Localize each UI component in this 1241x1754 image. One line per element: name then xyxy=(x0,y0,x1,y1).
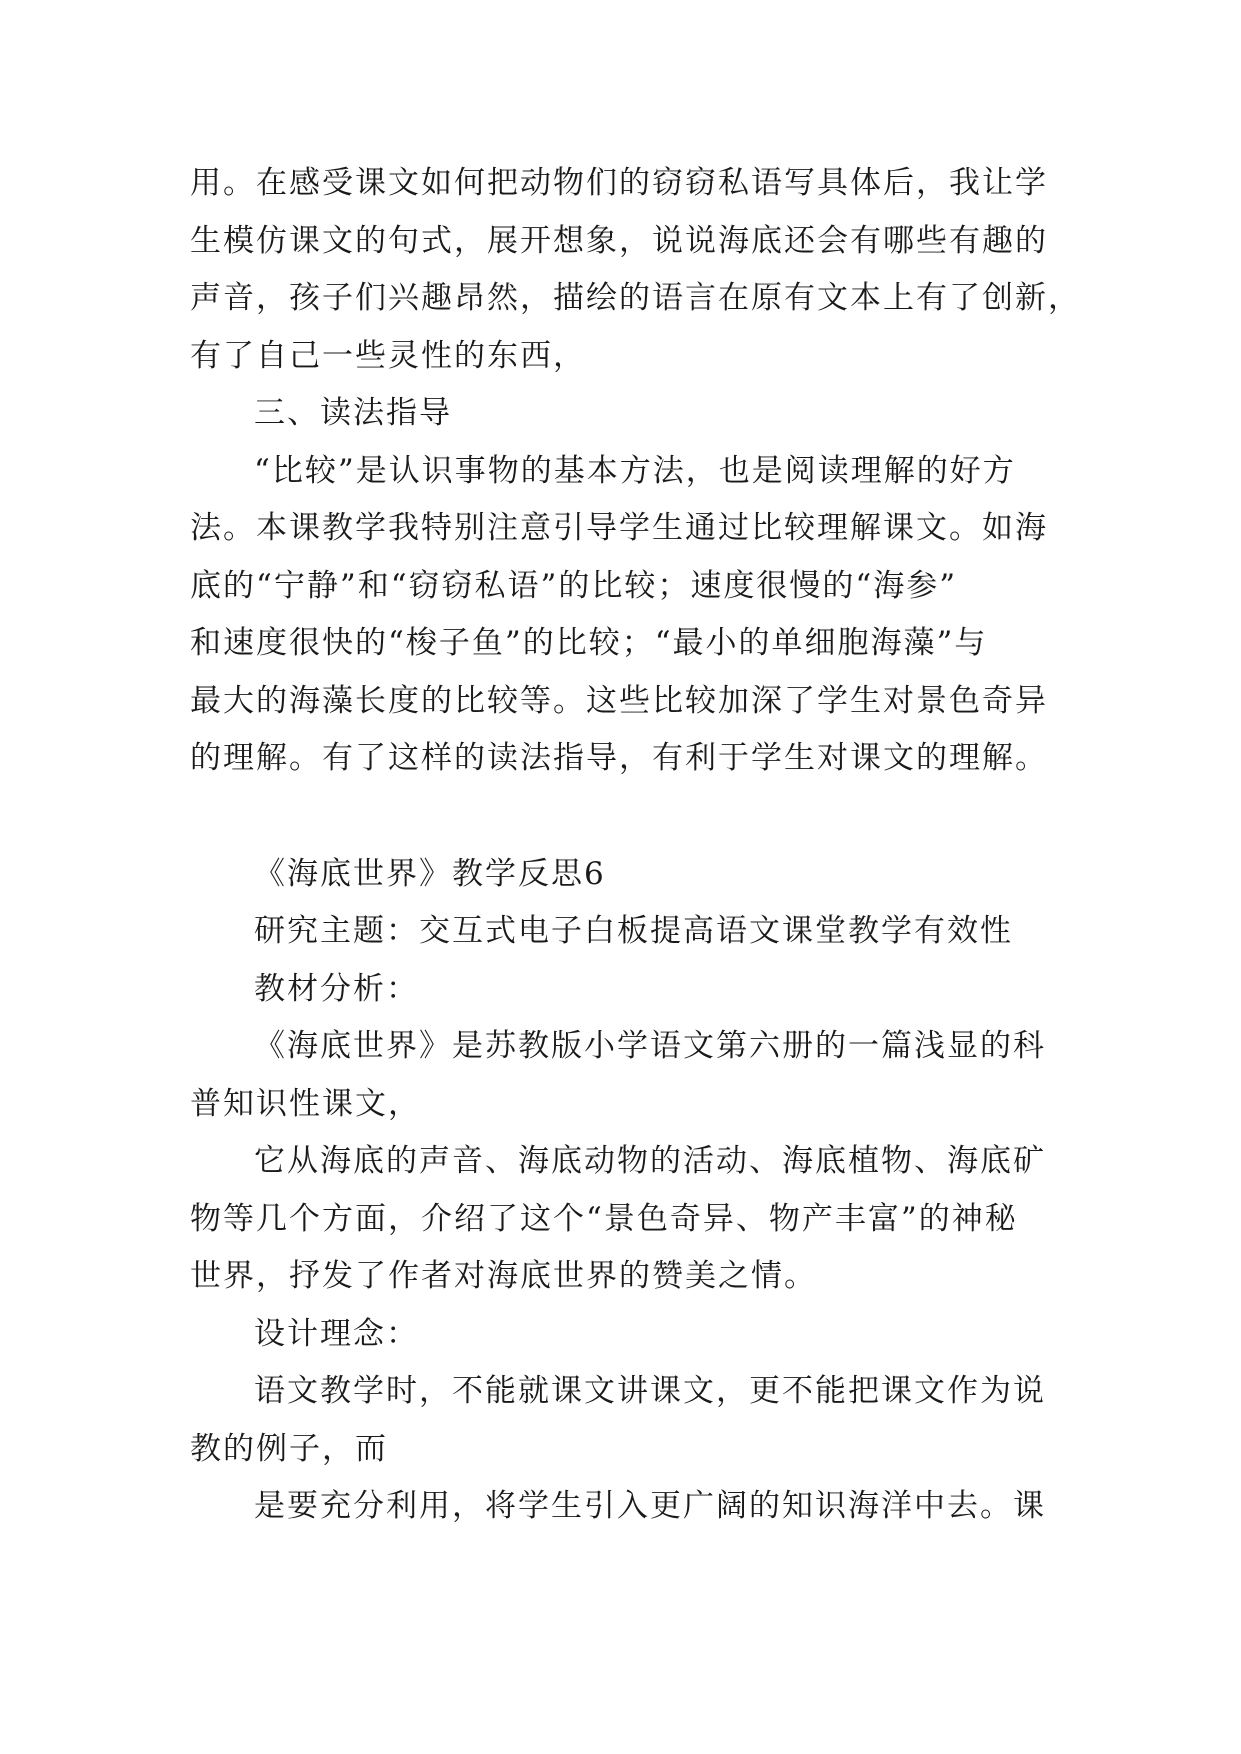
research-topic: 研究主题：交互式电子白板提高语文课堂教学有效性 xyxy=(254,913,1013,949)
text-line: 底的“宁静”和“窃窃私语”的比较；速度很慢的“海参” xyxy=(190,567,958,604)
text-line: “比较”是认识事物的基本方法，也是阅读理解的好方 xyxy=(254,452,1016,489)
paragraph-content-overview xyxy=(190,1133,1050,1306)
section-heading-reading-guidance: 三、读法指导 xyxy=(254,395,452,431)
text-line: 法。本课教学我特别注意引导学生通过比较理解课文。如海 xyxy=(190,510,1048,546)
paragraph-gap xyxy=(190,788,1050,846)
text-line: 的理解。有了这样的读法指导，有利于学生对课文的理解。 xyxy=(190,740,1048,776)
document-body xyxy=(190,155,1081,1536)
text-line: 声音，孩子们兴趣昂然，描绘的语言在原有文本上有了创新， xyxy=(190,280,1081,316)
design-concept-heading: 设计理念： xyxy=(254,1315,419,1352)
article-title: 《海底世界》教学反思6 xyxy=(254,855,606,892)
text-line: 是要充分利用，将学生引入更广阔的知识海洋中去。课 xyxy=(254,1488,1046,1524)
textbook-analysis-heading: 教材分析： xyxy=(254,970,419,1007)
text-line: 世界，抒发了作者对海底世界的赞美之情。 xyxy=(190,1258,817,1294)
text-line: 普知识性课文， xyxy=(190,1085,421,1122)
text-line: 生模仿课文的句式，展开想象，说说海底还会有哪些有趣的 xyxy=(190,222,1048,259)
text-line: 教的例子，而 xyxy=(190,1430,388,1467)
text-line: 用。在感受课文如何把动物们的窃窃私语写具体后，我让学 xyxy=(190,165,1048,201)
text-line: 物等几个方面，介绍了这个“景色奇异、物产丰富”的神秘 xyxy=(190,1200,1018,1237)
text-line: 和速度很快的“梭子鱼”的比较；“最小的单细胞海藻”与 xyxy=(190,625,988,661)
paragraph-comparison xyxy=(190,443,1050,788)
paragraph-continuation xyxy=(190,155,1081,385)
text-line: 有了自己一些灵性的东西， xyxy=(190,337,586,374)
text-line: 语文教学时，不能就课文讲课文，更不能把课文作为说 xyxy=(254,1373,1046,1409)
paragraph-textbook-description xyxy=(190,1018,1050,1133)
paragraph-teaching-approach xyxy=(190,1363,1050,1478)
text-line: 《海底世界》是苏教版小学语文第六册的一篇浅显的科 xyxy=(254,1028,1046,1064)
text-line: 最大的海藻长度的比较等。这些比较加深了学生对景色奇异 xyxy=(190,682,1048,719)
text-line: 它从海底的声音、海底动物的活动、海底植物、海底矿 xyxy=(254,1143,1046,1179)
